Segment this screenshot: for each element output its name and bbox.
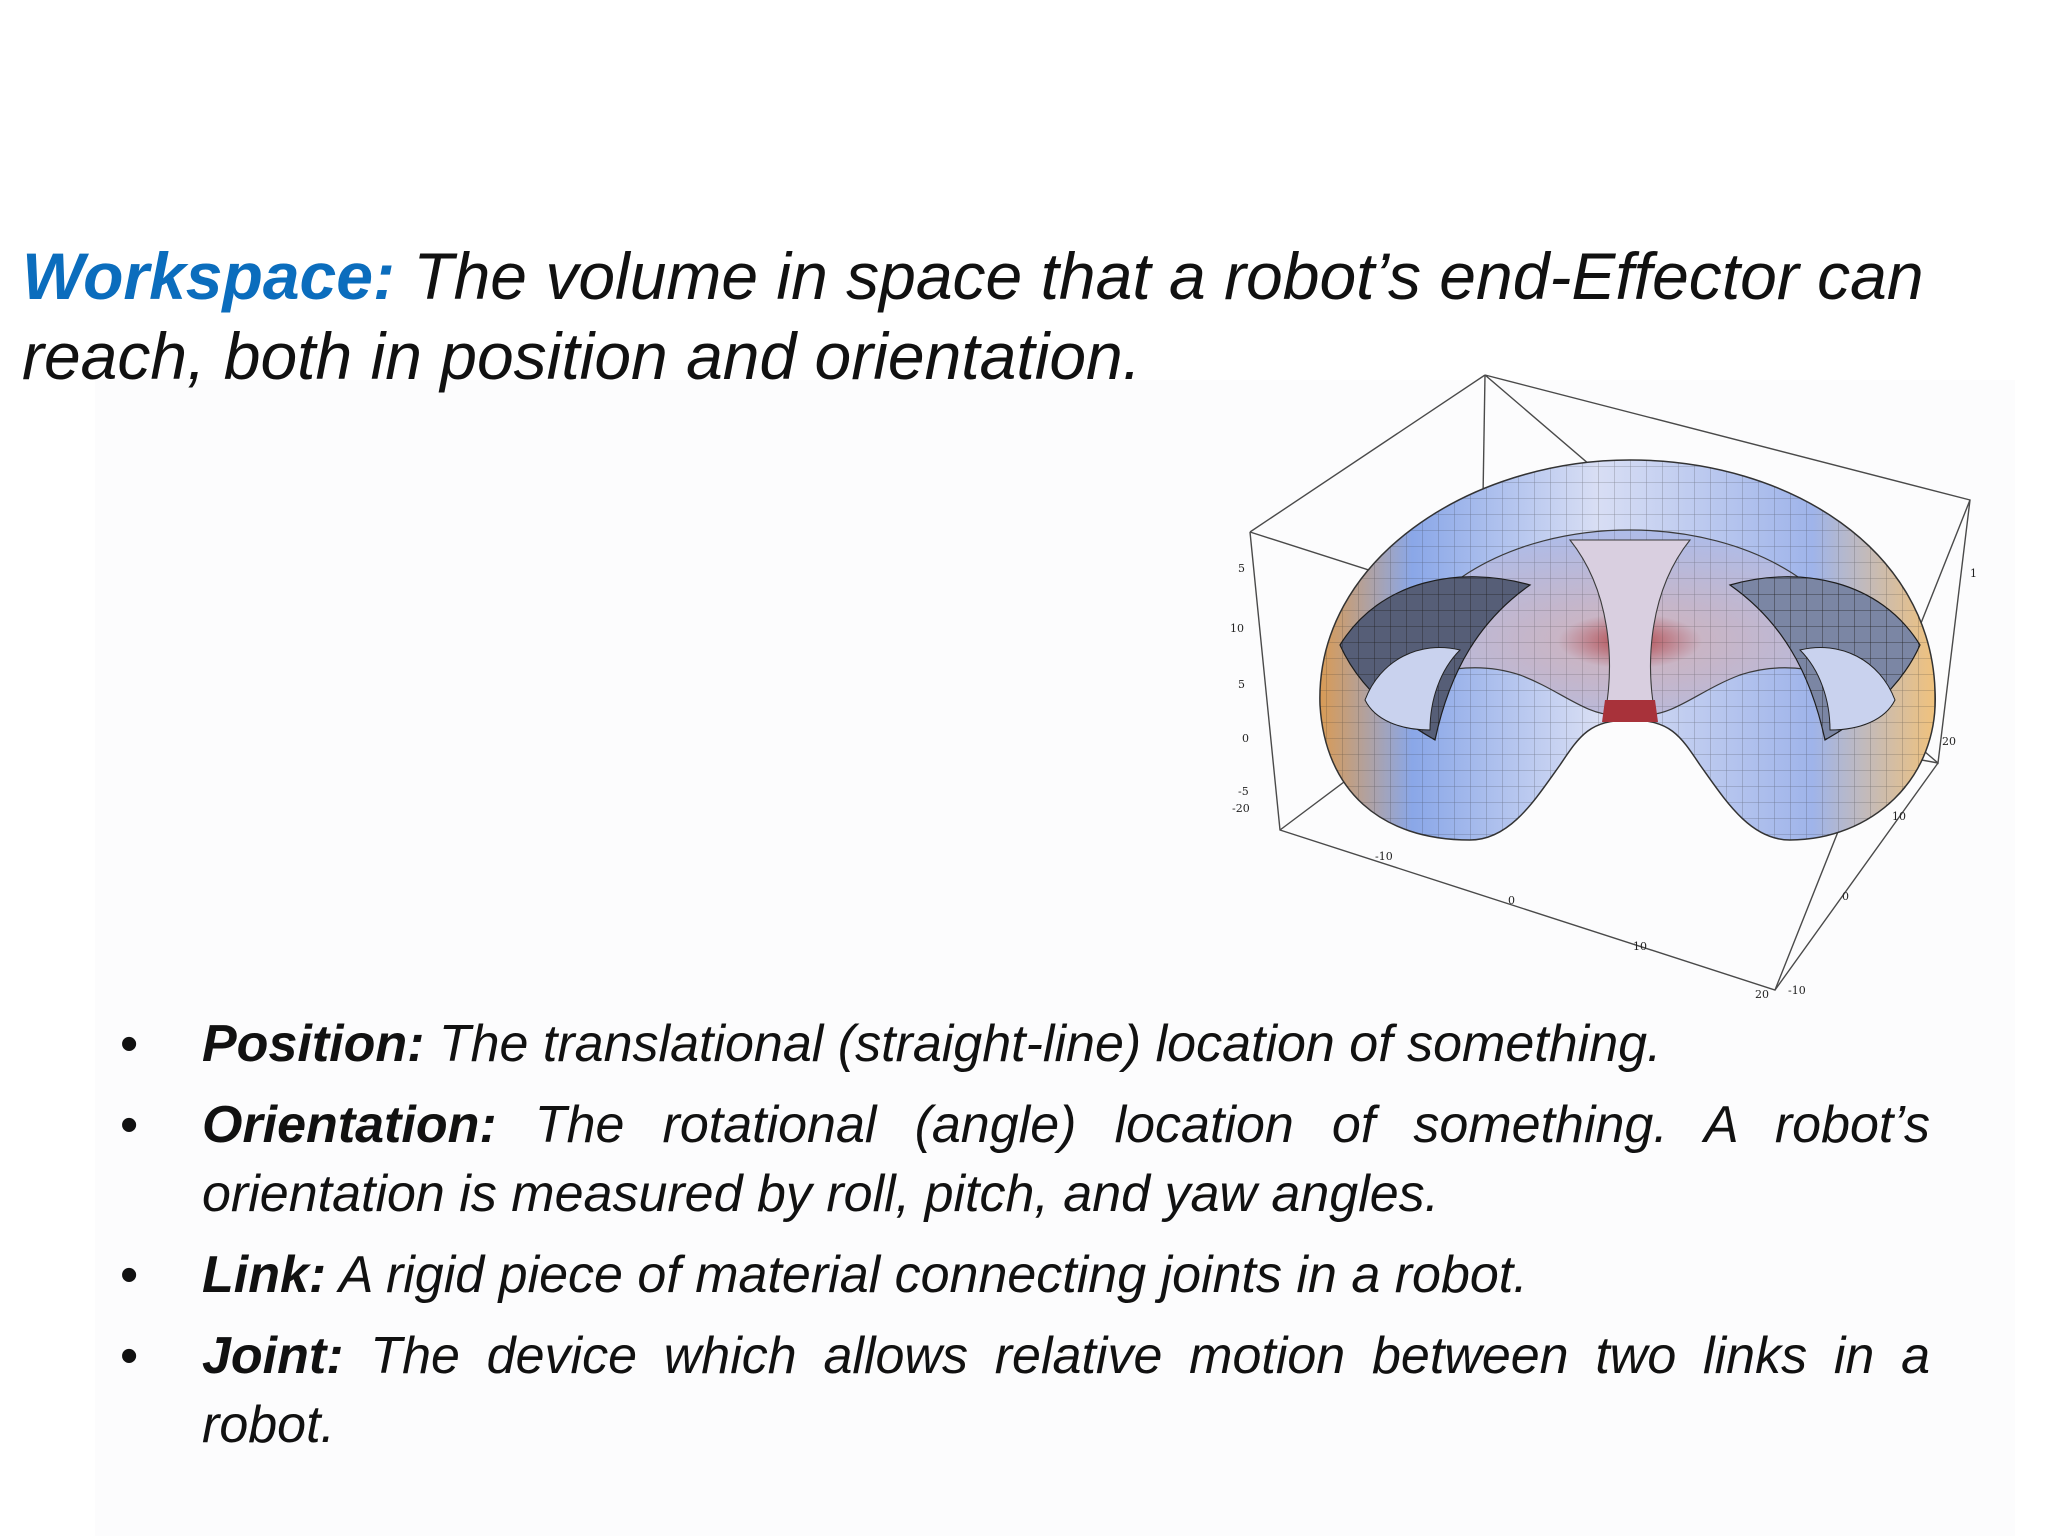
- definition-term: Workspace:: [22, 239, 395, 313]
- bullet-marker: •: [120, 1015, 139, 1073]
- bullet-marker: •: [120, 1096, 139, 1154]
- z-tick-label: -5: [1238, 785, 1249, 798]
- y-tick-label: 20: [1942, 735, 1956, 748]
- x-tick-label: 10: [1633, 940, 1647, 953]
- list-item-joint: [120, 1322, 1930, 1460]
- list-item-position: [120, 1010, 1930, 1079]
- x-tick-label: -20: [1232, 802, 1250, 815]
- term-description: A rigid piece of material connecting joints in a robot.: [326, 1246, 1528, 1304]
- y-tick-label: 0: [1842, 890, 1849, 903]
- y-tick-label: 1: [1970, 567, 1977, 580]
- term-label: Joint:: [202, 1327, 344, 1385]
- z-tick-label: 0: [1242, 732, 1249, 745]
- workspace-plot-figure: [1230, 370, 2020, 1010]
- workspace-torus-plot-icon: [1230, 370, 2020, 1010]
- x-tick-label: -10: [1375, 850, 1393, 863]
- term-description: The device which allows relative motion between two links in a robot.: [202, 1327, 1930, 1454]
- z-axis-labels: [1230, 562, 1249, 798]
- y-tick-label: 10: [1892, 810, 1906, 823]
- term-list: [120, 1010, 1930, 1472]
- term-description: The translational (straight-line) location of something.: [424, 1015, 1662, 1073]
- x-tick-label: 20: [1755, 988, 1769, 1001]
- x-tick-label: 0: [1508, 894, 1515, 907]
- y-tick-label: -10: [1788, 984, 1806, 997]
- z-tick-label: 5: [1238, 678, 1245, 691]
- list-item-orientation: [120, 1091, 1930, 1229]
- term-label: Link:: [202, 1246, 327, 1304]
- bullet-marker: •: [120, 1246, 139, 1304]
- workspace-surface: [1320, 460, 1935, 840]
- term-description: The rotational (angle) location of something. A robot’s orientation is measured by roll, pitch, and yaw angles.: [202, 1096, 1930, 1223]
- bullet-marker: •: [120, 1327, 139, 1385]
- z-tick-label: 10: [1230, 622, 1244, 635]
- z-tick-label: 5: [1238, 562, 1245, 575]
- term-label: Orientation:: [202, 1096, 497, 1154]
- definition-text: The volume in space that a robot’s end-Effector can reach, both in position and orientation.: [22, 239, 1924, 393]
- list-item-link: [120, 1241, 1930, 1310]
- term-label: Position:: [202, 1015, 425, 1073]
